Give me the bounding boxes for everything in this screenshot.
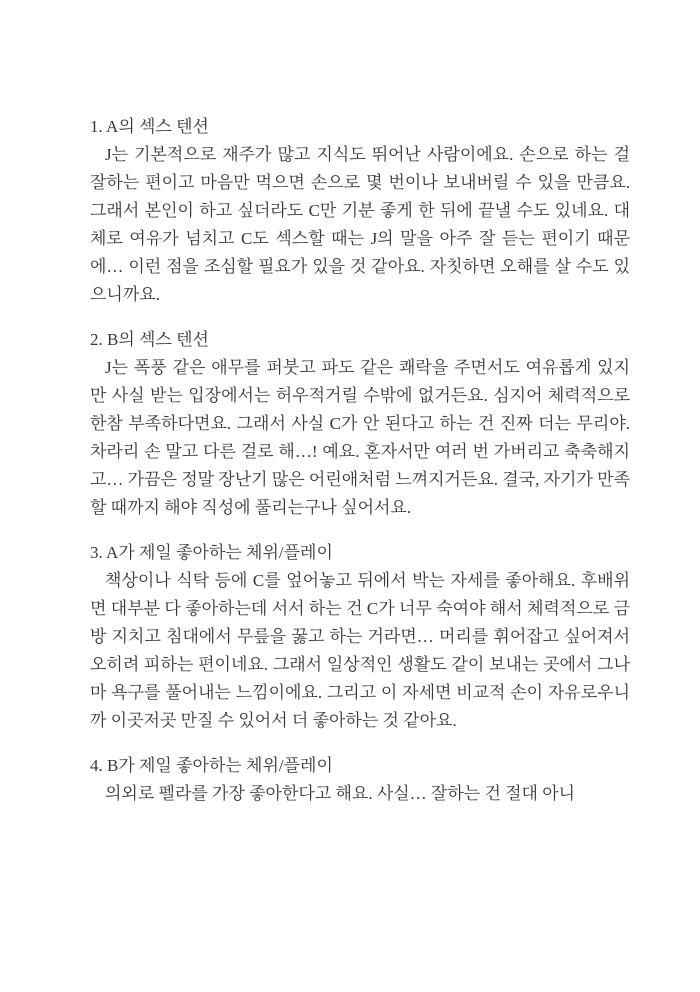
section-4-b-favorite-position [90, 752, 630, 808]
section-2-heading: 2. B의 섹스 텐션 [90, 330, 209, 349]
section-2-b-sex-tension [90, 326, 630, 522]
section-3-paragraph: 책상이나 식탁 등에 C를 엎어놓고 뒤에서 박는 자세를 좋아해요. 후배위면 대부분 다 좋아하는데 서서 하는 건 C가 너무 숙여야 해서 체력적으로 금방 지치고 침대에서 무릎을 꿇고 하는 거라면… 머리를 휘어잡고 싶어져서 오히려 피하는 편이네요. 그래서 일상적인 생활도 같이 보내는 곳에서 그나마 욕구를 풀어내는 느낌이에요. 그리고 이 자세면 비교적 손이 자유로우니까 이곳저곳 만질 수 있어서 더 좋아하는 것 같아요. [90, 571, 630, 730]
section-1-heading: 1. A의 섹스 텐션 [90, 117, 209, 136]
section-4-heading: 4. B가 제일 좋아하는 체위/플레이 [90, 756, 333, 775]
section-1-paragraph: J는 기본적으로 재주가 많고 지식도 뛰어난 사람이에요. 손으로 하는 걸 잘하는 편이고 마음만 먹으면 손으로 몇 번이나 보내버릴 수 있을 만큼요. 그래서 본인이 하고 싶더라도 C만 기분 좋게 한 뒤에 끝낼 수도 있네요. 대체로 여유가 넘치고 C도 섹스할 때는 J의 말을 아주 잘 듣는 편이기 때문에… 이런 점을 조심할 필요가 있을 것 같아요. 자칫하면 오해를 살 수도 있으니까요. [90, 145, 630, 304]
section-1-a-sex-tension [90, 113, 630, 309]
section-2-paragraph: J는 폭풍 같은 애무를 퍼붓고 파도 같은 쾌락을 주면서도 여유롭게 있지만 사실 받는 입장에서는 허우적거릴 수밖에 없거든요. 심지어 체력적으로 한참 부족하다면요. 그래서 사실 C가 안 된다고 하는 건 진짜 더는 무리야. 차라리 손 말고 다른 걸로 해…! 예요. 혼자서만 여러 번 가버리고 축축해지고… 가끔은 정말 장난기 많은 어린애처럼 느껴지거든요. 결국, 자기가 만족할 때까지 해야 직성에 풀리는구나 싶어서요. [90, 358, 630, 517]
section-3-heading: 3. A가 제일 좋아하는 체위/플레이 [90, 543, 333, 562]
section-3-a-favorite-position [90, 539, 630, 735]
section-4-paragraph: 의외로 펠라를 가장 좋아한다고 해요. 사실… 잘하는 건 절대 아니 [105, 784, 576, 803]
